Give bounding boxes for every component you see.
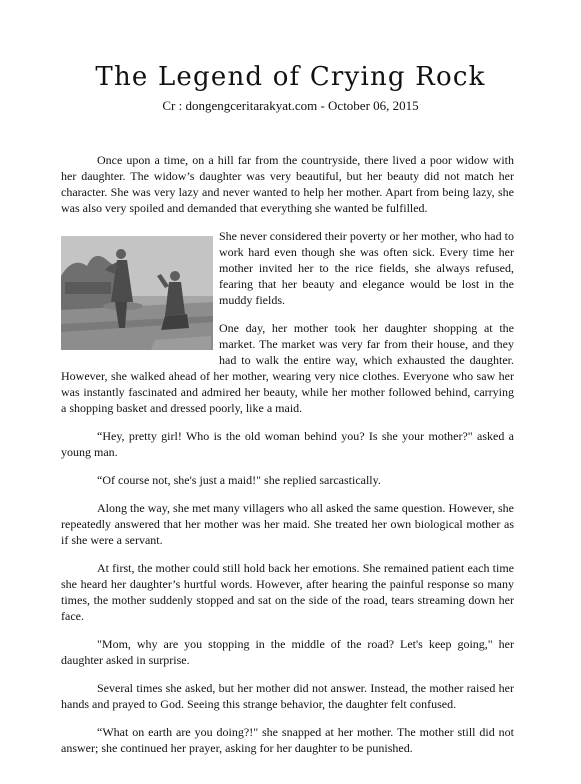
paragraph-4: “Hey, pretty girl! Who is the old woman behind you? Is she your mother?" asked a young man. xyxy=(61,429,514,459)
paragraph-1: Once upon a time, on a hill far from the countryside, there lived a poor widow with her daughter. The widow’s daughter was very beautiful, but her beauty did not match her character. She was very lazy and never wanted to help her mother. Apart from being lazy, she was also very spoiled and demanded that everything she wanted be fulfilled. xyxy=(61,153,514,215)
paragraph-2: She never considered their poverty or her mother, who had to work hard even though she was often sick. Every time her mother invited her to the rice fields, she always refused, fearing that her beauty and elegance would be lost in the muddy fields. xyxy=(219,229,514,307)
paragraph-6: Along the way, she met many villagers who all asked the same question. However, she repeatedly answered that her mother was her maid. She treated her own biological mother as if she were a servant. xyxy=(61,501,514,547)
story-illustration xyxy=(61,236,213,350)
story-body xyxy=(61,152,514,768)
byline: Cr : dongengceritarakyat.com - October 06, 2015 xyxy=(162,98,419,113)
paragraph-5: “Of course not, she's just a maid!" she replied sarcastically. xyxy=(97,473,381,487)
paragraph-8: "Mom, why are you stopping in the middle of the road? Let's keep going," her daughter asked in surprise. xyxy=(61,637,514,667)
page-title: The Legend of Crying Rock xyxy=(95,62,486,92)
paragraph-7: At first, the mother could still hold back her emotions. She remained patient each time she heard her daughter’s hurtful words. However, after hearing the painful response so many times, the mother suddenly stopped and sat on the side of the road, tears streaming down her face. xyxy=(61,561,514,623)
illustration-image xyxy=(61,236,213,350)
paragraph-9: Several times she asked, but her mother did not answer. Instead, the mother raised her hands and prayed to God. Seeing this strange behavior, the daughter felt confused. xyxy=(61,681,514,711)
paragraph-3: One day, her mother took her daughter shopping at the market. The market was very far from their house, and they had to walk the entire way, which exhausted the daughter. However, she walked ahead of her mother, wearing very nice clothes. Everyone who saw her was instantly fascinated and admired her beauty, while her mother followed behind, carrying a shopping basket and dressed poorly, like a maid. xyxy=(61,321,514,415)
paragraph-10: “What on earth are you doing?!" she snapped at her mother. The mother still did not answer; she continued her prayer, asking for her daughter to be punished. xyxy=(61,725,514,755)
